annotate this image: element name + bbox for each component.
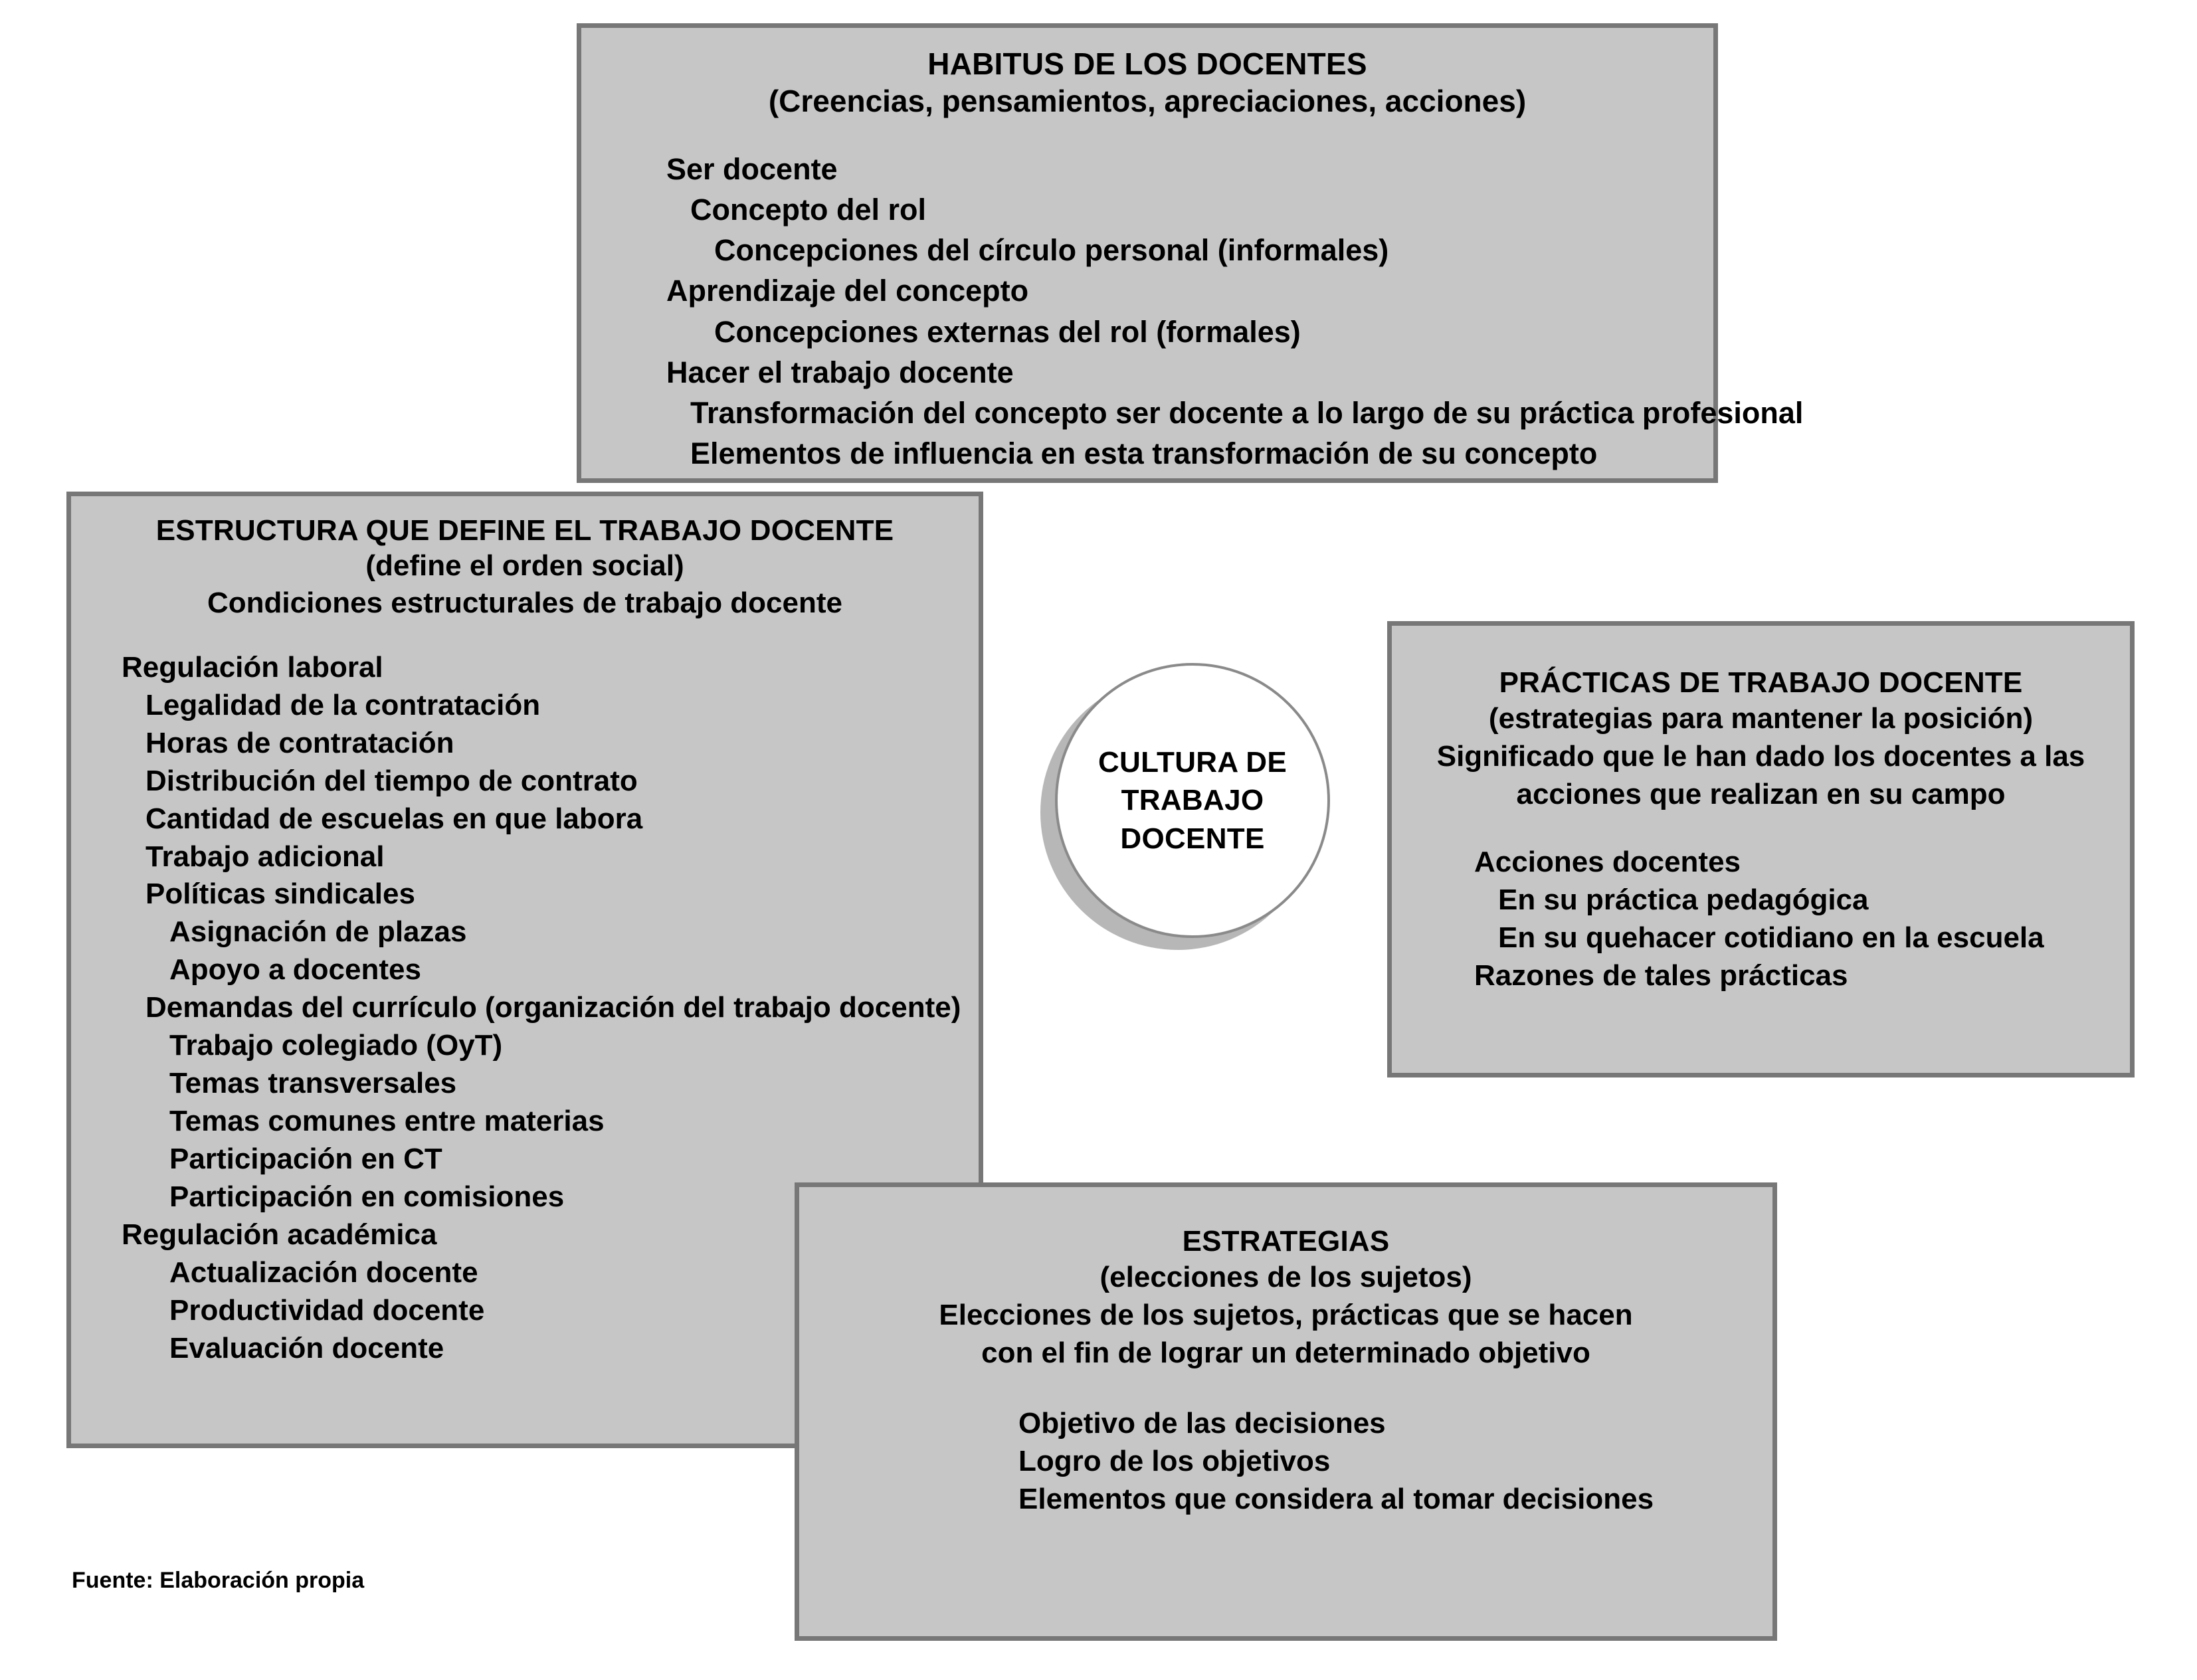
list-item: Transformación del concepto ser docente a lo largo de su práctica profesional: [690, 395, 1804, 430]
core-label-line1: CULTURA DE: [1098, 746, 1288, 779]
list-item: Políticas sindicales: [145, 878, 415, 911]
source-note: Fuente: Elaboración propia: [72, 1568, 365, 1593]
panel-practicas-subtitle: (estrategias para mantener la posición): [1488, 701, 2034, 735]
core-label-line2: TRABAJO: [1121, 784, 1264, 817]
list-item: Legalidad de la contratación: [145, 688, 541, 721]
list-item: Regulación académica: [122, 1218, 437, 1252]
panel-estructura-subtitle: (define el orden social): [365, 549, 684, 583]
panel-estructura-title: ESTRUCTURA QUE DEFINE EL TRABAJO DOCENTE: [155, 514, 894, 547]
list-item: Apoyo a docentes: [169, 953, 421, 986]
list-item: Objetivo de las decisiones: [1018, 1406, 1386, 1440]
panel-practicas-lead-line1: Significado que le han dado los docentes a las: [1436, 740, 2085, 773]
list-item: Concepciones del círculo personal (informales): [714, 233, 1389, 268]
list-item: Concepciones externas del rol (formales): [714, 314, 1301, 349]
list-item: Asignación de plazas: [169, 915, 467, 949]
panel-habitus-list: [615, 149, 1804, 474]
list-item: Temas comunes entre materias: [169, 1105, 605, 1138]
panel-estrategias-subtitle: (elecciones de los sujetos): [1099, 1260, 1472, 1293]
list-item: Trabajo adicional: [145, 840, 385, 873]
list-item: Aprendizaje del concepto: [666, 274, 1029, 308]
list-item: Participación en comisiones: [169, 1180, 565, 1214]
panel-practicas-lead-line2: acciones que realizan en su campo: [1516, 778, 2006, 811]
list-item: Trabajo colegiado (OyT): [169, 1029, 503, 1062]
panel-estrategias-list: [839, 1404, 1733, 1519]
panel-habitus-subtitle: (Creencias, pensamientos, apreciaciones, acciones): [768, 83, 1527, 118]
core-concept-node: [1040, 663, 1333, 955]
list-item: Productividad docente: [169, 1294, 485, 1327]
panel-habitus-title: HABITUS DE LOS DOCENTES: [927, 47, 1367, 81]
list-item: Elementos que considera al tomar decisiones: [1018, 1482, 1654, 1515]
list-item: Participación en CT: [169, 1143, 442, 1176]
panel-habitus-docentes: [577, 23, 1804, 483]
list-item: Temas transversales: [169, 1067, 457, 1100]
list-item: Cantidad de escuelas en que labora: [145, 802, 643, 835]
core-circle-label: [1098, 743, 1287, 858]
list-item: Razones de tales prácticas: [1474, 959, 1848, 992]
core-label-line3: DOCENTE: [1120, 822, 1265, 855]
list-item: Hacer el trabajo docente: [666, 355, 1014, 389]
core-circle: [1055, 663, 1330, 938]
panel-estrategias-title: ESTRATEGIAS: [1182, 1225, 1390, 1258]
list-item: Evaluación docente: [169, 1332, 444, 1365]
list-item: Actualización docente: [169, 1256, 478, 1289]
list-item: Regulación laboral: [122, 650, 383, 684]
list-item: En su práctica pedagógica: [1498, 883, 1869, 916]
list-item: Demandas del currículo (organización del trabajo docente): [145, 991, 961, 1024]
list-item: En su quehacer cotidiano en la escuela: [1498, 921, 2044, 954]
panel-practicas-list: [1421, 843, 2101, 995]
panel-estrategias-lead-line1: Elecciones de los sujetos, prácticas que se hacen: [939, 1299, 1633, 1332]
list-item: Logro de los objetivos: [1018, 1444, 1331, 1477]
panel-practicas-trabajo-docente: [1387, 621, 2135, 1077]
list-item: Distribución del tiempo de contrato: [145, 764, 638, 797]
list-item: Ser docente: [666, 151, 838, 186]
list-item: Concepto del rol: [690, 192, 927, 227]
list-item: Acciones docentes: [1474, 845, 1741, 878]
panel-estrategias-lead-line2: con el fin de lograr un determinado objetivo: [981, 1337, 1590, 1370]
list-item: Horas de contratación: [145, 726, 454, 759]
panel-practicas-title: PRÁCTICAS DE TRABAJO DOCENTE: [1499, 666, 2023, 699]
panel-estrategias: [795, 1182, 1777, 1641]
panel-estructura-lead: Condiciones estructurales de trabajo docente: [207, 587, 842, 620]
list-item: Elementos de influencia en esta transformación de su concepto: [690, 436, 1598, 471]
